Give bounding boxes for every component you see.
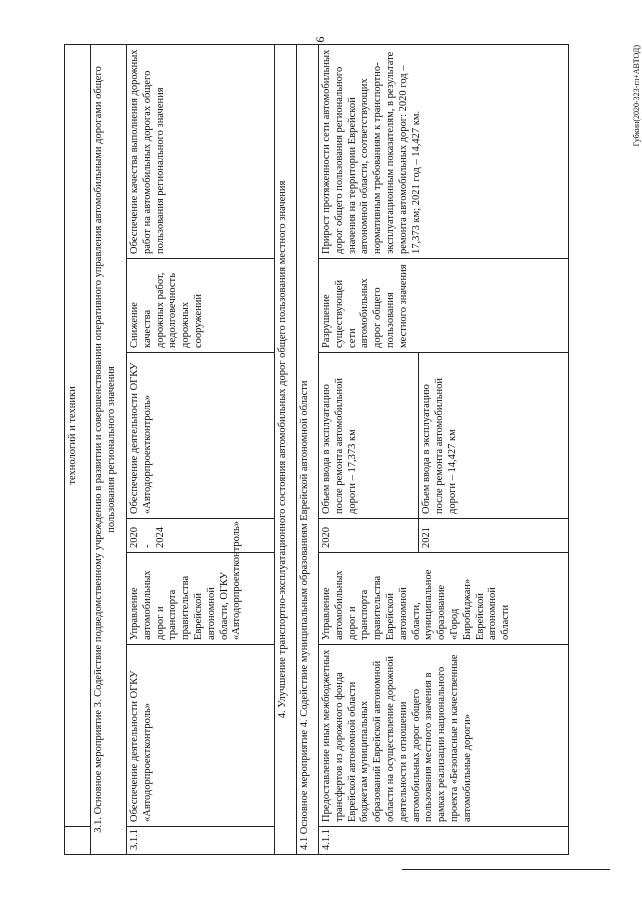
page-number: 9 (313, 36, 328, 43)
section41-header-row (297, 44, 319, 854)
footer-code: Губкин(2020-323-гл+АВТОД) (632, 45, 641, 147)
continuation-text: технологий и техники (65, 44, 91, 826)
section41-header: 4.1 Основное мероприятие 4. Содействие муниципальным образованиям Еврейской автономной области (297, 44, 319, 854)
activity-name: Обеспечение деятельности ОГКУ «Автодорпроектконтроль» (127, 645, 275, 827)
year-2020: 2020 (319, 519, 419, 553)
footer-divider (402, 869, 610, 870)
expected-result-2021: Объем ввода в эксплуатацию после ремонта автомобильной дороги – 14,427 км (419, 353, 569, 519)
expected-result: Обеспечение деятельности ОГКУ «Автодорпроектконтроль» (127, 353, 275, 519)
section4-title: 4. Улучшение транспортно-эксплуатационного состояния автомобильных дорог общего пользования местного значения (275, 44, 297, 854)
section4-title-row (275, 44, 297, 854)
expected-result-2020: Объем ввода в эксплуатацию после ремонта автомобильной дороги – 17,373 км (319, 353, 419, 519)
continuation-row (65, 44, 91, 854)
section3-header-row (91, 44, 127, 854)
row-number: 3.1.1 (127, 827, 275, 855)
table-row (319, 44, 419, 854)
year-2021: 2021 (419, 519, 569, 553)
consequence: Снижение качества дорожных работ, недолговечность дорожных сооружений (127, 259, 275, 353)
executor: Управление автомобильных дорог и транспорта правительства Еврейской автономной области, муниципальное образование «Город Биробиджан» Еврейской автономной области (319, 553, 569, 645)
years: 2020 - 2024 (127, 519, 275, 553)
executor: Управление автомобильных дорог и транспорта правительства Еврейской автономной области, ОГКУ «Автодорпроектконтроль» (127, 553, 275, 645)
indicator: Прирост протяженности сети автомобильных дорог общего пользования регионального значения на территории Еврейской автономной области, соответствующих нормативным требованиям к транспортно-эксплуатационным показателям, в результате ремонта автомобильных дорог: 2020 год – 17,373 км; 2021 год – 14,427 км. (319, 44, 569, 258)
program-table (64, 44, 569, 855)
indicator: Обеспечение качества выполнения дорожных работ на автомобильных дорогах общего пользования регионального значения (127, 44, 275, 258)
table-row (127, 44, 275, 854)
row-number: 4.1.1 (319, 827, 569, 855)
section3-header: 3.1. Основное мероприятие 3. Содействие подведомственному учреждению в развитии и совершенствовании оперативного управления автомобильными дорогами общего пользования регионального значения (91, 44, 127, 854)
activity-name: Предоставление иных межбюджетных трансфертов из дорожного фонда Еврейской автономной области бюджетам муниципальных образований Еврейской автономной области на осуществление дорожной деятельности в отношении автомобильных дорог общего пользования местного значения в рамках реализации национального проекта «Безопасные и качественные автомобильные дороги» (319, 645, 569, 827)
consequence: Разрушение существующей сети автомобильных дорог общего пользования местного значения (319, 259, 569, 353)
rotated-table-page (64, 45, 641, 855)
